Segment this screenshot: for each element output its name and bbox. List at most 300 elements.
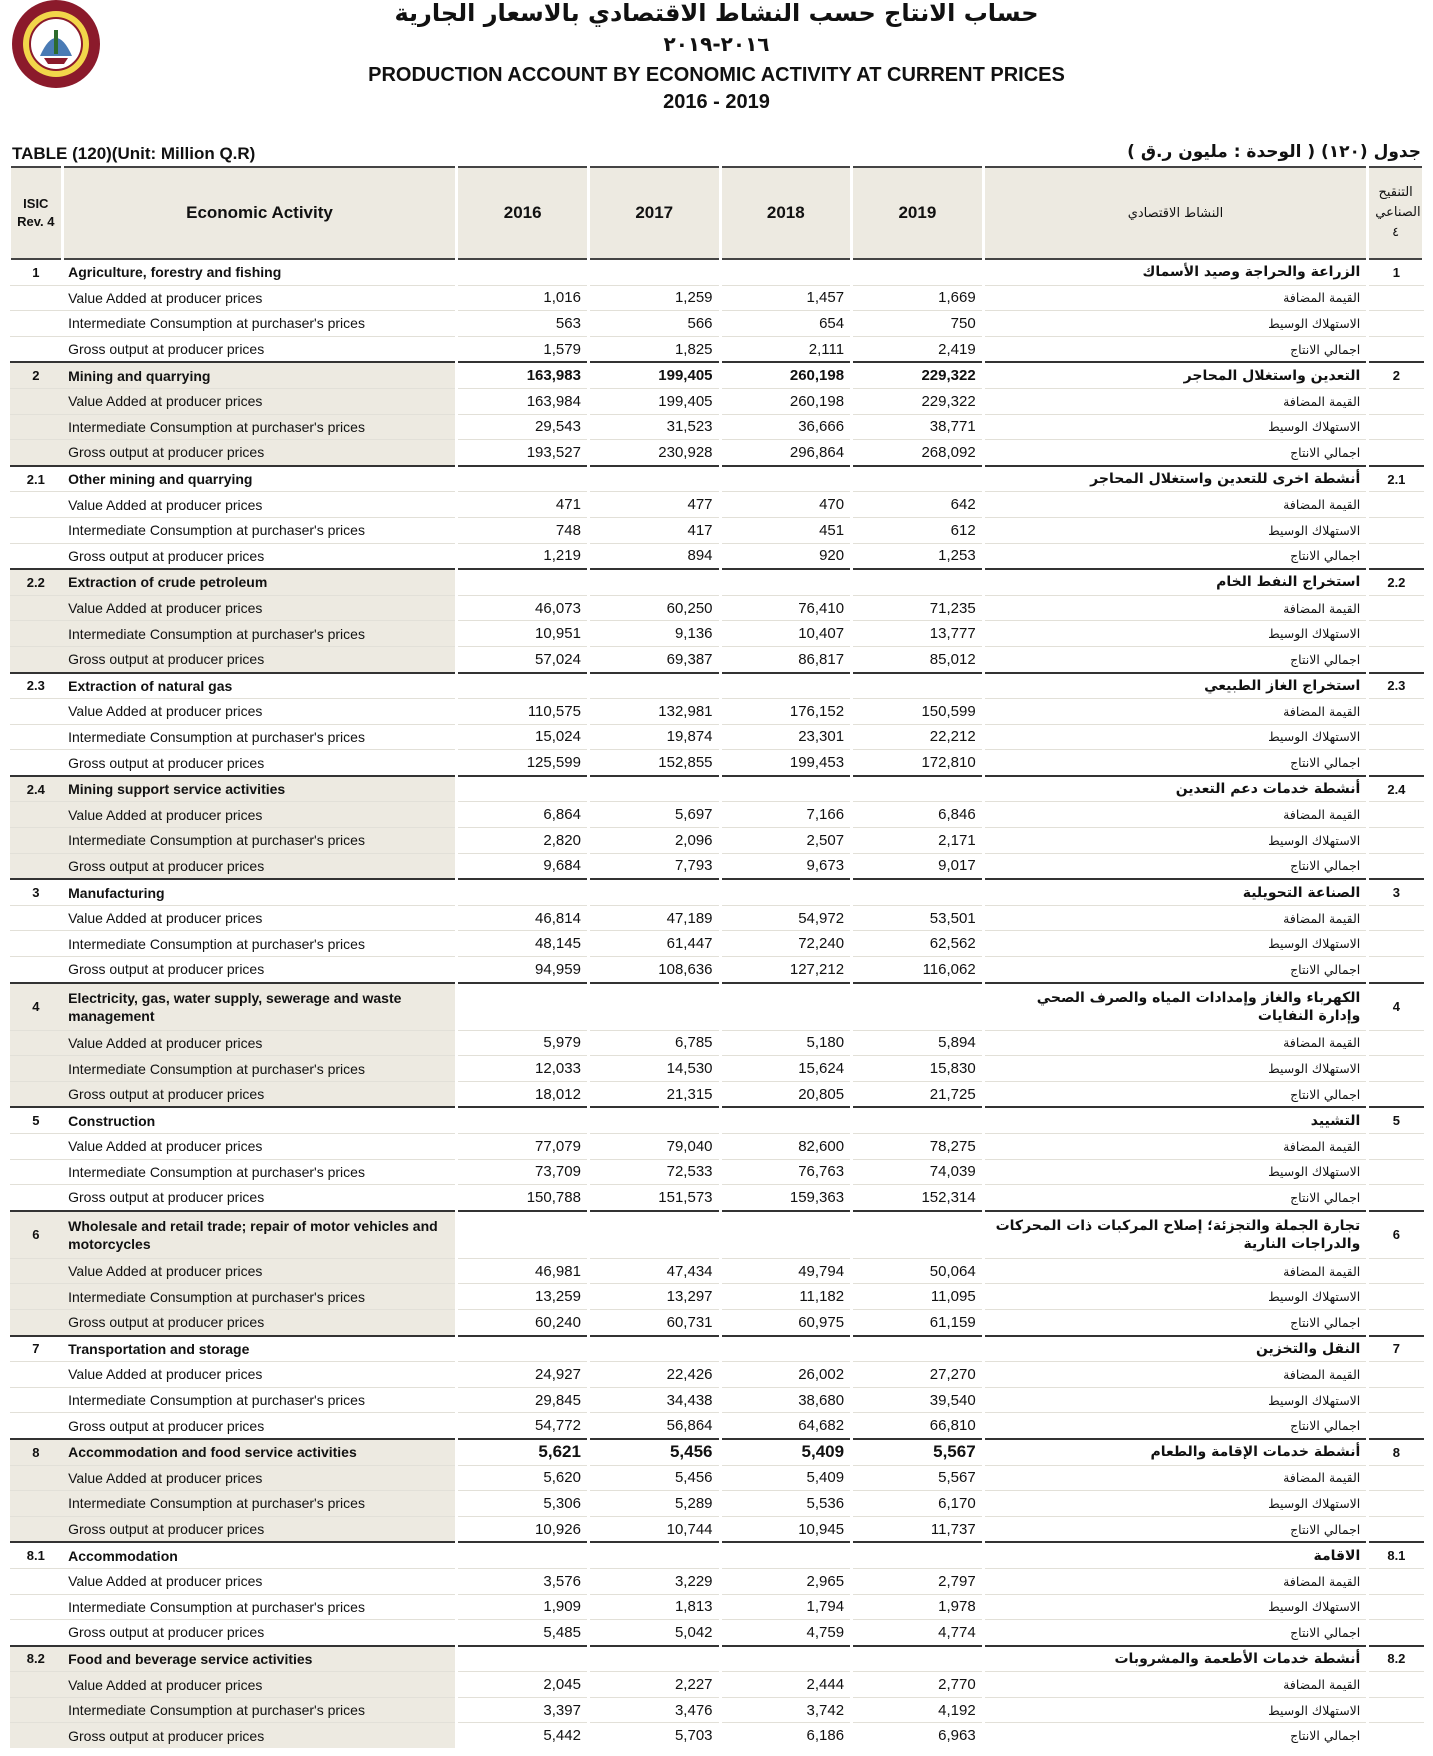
value-cell: 5,456 <box>588 1439 720 1465</box>
value-cell: 61,159 <box>852 1309 984 1335</box>
activity-label: Value Added at producer prices <box>62 492 457 518</box>
value-cell: 5,894 <box>852 1030 984 1056</box>
isic-code-arabic <box>1368 414 1424 440</box>
value-cell <box>720 1542 852 1568</box>
value-cell: 1,909 <box>457 1594 589 1620</box>
isic-code-arabic <box>1368 1723 1424 1748</box>
value-cell: 1,825 <box>588 336 720 362</box>
value-cell <box>457 673 589 699</box>
isic-code <box>10 1030 63 1056</box>
activity-label-arabic: القيمة المضافة <box>983 905 1368 931</box>
value-cell: 3,576 <box>457 1568 589 1594</box>
isic-code: 2.1 <box>10 466 63 492</box>
value-cell <box>852 1336 984 1362</box>
value-cell <box>852 1542 984 1568</box>
table-row <box>10 905 1424 931</box>
activity-label-arabic: اجمالي الانتاج <box>983 1309 1368 1335</box>
isic-code <box>10 1284 63 1310</box>
activity-label: Accommodation and food service activities <box>62 1439 457 1465</box>
value-cell: 76,763 <box>720 1159 852 1185</box>
years-arabic: ٢٠١٦-٢٠١٩ <box>663 32 770 56</box>
activity-label-arabic: اجمالي الانتاج <box>983 1413 1368 1439</box>
activity-label-arabic: الاستهلاك الوسيط <box>983 1491 1368 1517</box>
value-cell <box>852 1211 984 1259</box>
isic-code-arabic <box>1368 336 1424 362</box>
isic-code <box>10 1594 63 1620</box>
value-cell: 56,864 <box>588 1413 720 1439</box>
isic-code-arabic <box>1368 1516 1424 1542</box>
isic-code-arabic <box>1368 517 1424 543</box>
isic-code-arabic <box>1368 699 1424 725</box>
value-cell: 62,562 <box>852 931 984 957</box>
value-cell: 20,805 <box>720 1081 852 1107</box>
value-cell: 612 <box>852 517 984 543</box>
activity-label-arabic: الاستهلاك الوسيط <box>983 1697 1368 1723</box>
activity-label: Transportation and storage <box>62 1336 457 1362</box>
value-cell <box>457 776 589 802</box>
value-cell <box>852 1107 984 1133</box>
activity-label: Intermediate Consumption at purchaser's prices <box>62 414 457 440</box>
value-cell <box>588 673 720 699</box>
value-cell <box>588 1107 720 1133</box>
activity-label-arabic: الاستهلاك الوسيط <box>983 724 1368 750</box>
activity-label: Intermediate Consumption at purchaser's prices <box>62 311 457 337</box>
activity-label: Gross output at producer prices <box>62 1309 457 1335</box>
isic-code-arabic: 7 <box>1368 1336 1424 1362</box>
value-cell: 11,737 <box>852 1516 984 1542</box>
activity-label: Accommodation <box>62 1542 457 1568</box>
activity-label: Value Added at producer prices <box>62 1672 457 1698</box>
activity-label-arabic: التشييد <box>983 1107 1368 1133</box>
col-isic-arabic: التنقيح الصناعي ٤ <box>1368 167 1424 259</box>
isic-code: 8 <box>10 1439 63 1465</box>
value-cell: 7,166 <box>720 802 852 828</box>
isic-code-arabic <box>1368 1056 1424 1082</box>
activity-row <box>10 466 1424 492</box>
isic-code-arabic <box>1368 750 1424 776</box>
isic-code-arabic <box>1368 1185 1424 1211</box>
table-header-row <box>10 167 1424 259</box>
isic-code-arabic <box>1368 931 1424 957</box>
value-cell: 60,250 <box>588 595 720 621</box>
activity-label: Value Added at producer prices <box>62 1258 457 1284</box>
value-cell: 9,017 <box>852 853 984 879</box>
value-cell: 2,797 <box>852 1568 984 1594</box>
table-row <box>10 1284 1424 1310</box>
value-cell: 5,485 <box>457 1620 589 1646</box>
value-cell <box>457 569 589 595</box>
value-cell: 110,575 <box>457 699 589 725</box>
table-row <box>10 1672 1424 1698</box>
value-cell: 29,845 <box>457 1387 589 1413</box>
isic-code-arabic <box>1368 1594 1424 1620</box>
value-cell <box>720 259 852 285</box>
value-cell: 108,636 <box>588 957 720 983</box>
table-row <box>10 724 1424 750</box>
col-economic-activity: Economic Activity <box>62 167 457 259</box>
table-row <box>10 311 1424 337</box>
value-cell: 21,315 <box>588 1081 720 1107</box>
isic-code-arabic <box>1368 595 1424 621</box>
activity-label-arabic: القيمة المضافة <box>983 1465 1368 1491</box>
isic-code-arabic <box>1368 1309 1424 1335</box>
activity-row <box>10 983 1424 1031</box>
value-cell <box>720 776 852 802</box>
table-row <box>10 1516 1424 1542</box>
value-cell <box>720 983 852 1031</box>
value-cell <box>588 466 720 492</box>
isic-code-arabic <box>1368 492 1424 518</box>
isic-code-arabic <box>1368 1568 1424 1594</box>
isic-code-arabic <box>1368 311 1424 337</box>
value-cell: 750 <box>852 311 984 337</box>
value-cell: 2,444 <box>720 1672 852 1698</box>
activity-label: Extraction of crude petroleum <box>62 569 457 595</box>
table-label-arabic: جدول (١٢٠) ( الوحدة : مليون ر.ق ) <box>1127 142 1421 162</box>
value-cell: 49,794 <box>720 1258 852 1284</box>
table-row <box>10 1134 1424 1160</box>
activity-label-arabic: الكهرباء والغاز وإمدادات المياه والصرف الصحي وإدارة النفايات <box>983 983 1368 1031</box>
value-cell: 5,409 <box>720 1465 852 1491</box>
isic-code <box>10 517 63 543</box>
activity-label-arabic: القيمة المضافة <box>983 1362 1368 1388</box>
table-row <box>10 543 1424 569</box>
col-2018: 2018 <box>720 167 852 259</box>
value-cell: 642 <box>852 492 984 518</box>
value-cell: 5,567 <box>852 1465 984 1491</box>
isic-code: 1 <box>10 259 63 285</box>
isic-code <box>10 543 63 569</box>
isic-code <box>10 724 63 750</box>
col-2016: 2016 <box>457 167 589 259</box>
activity-label-arabic: الاستهلاك الوسيط <box>983 1387 1368 1413</box>
activity-label-arabic: القيمة المضافة <box>983 1672 1368 1698</box>
title-english: PRODUCTION ACCOUNT BY ECONOMIC ACTIVITY AT CURRENT PRICES <box>368 64 1065 86</box>
value-cell: 13,259 <box>457 1284 589 1310</box>
value-cell: 85,012 <box>852 646 984 672</box>
value-cell <box>852 259 984 285</box>
table-row <box>10 1258 1424 1284</box>
value-cell: 152,855 <box>588 750 720 776</box>
isic-code-arabic <box>1368 1134 1424 1160</box>
activity-label: Food and beverage service activities <box>62 1646 457 1672</box>
value-cell <box>457 1211 589 1259</box>
activity-label: Value Added at producer prices <box>62 699 457 725</box>
value-cell: 73,709 <box>457 1159 589 1185</box>
value-cell: 1,259 <box>588 285 720 311</box>
isic-code: 6 <box>10 1211 63 1259</box>
value-cell: 132,981 <box>588 699 720 725</box>
value-cell: 15,624 <box>720 1056 852 1082</box>
isic-code <box>10 1081 63 1107</box>
value-cell: 4,759 <box>720 1620 852 1646</box>
isic-code <box>10 1723 63 1748</box>
isic-code <box>10 1413 63 1439</box>
isic-code: 2.4 <box>10 776 63 802</box>
table-row <box>10 285 1424 311</box>
value-cell: 6,170 <box>852 1491 984 1517</box>
activity-label-arabic: الاستهلاك الوسيط <box>983 517 1368 543</box>
value-cell: 229,322 <box>852 388 984 414</box>
activity-label-arabic: اجمالي الانتاج <box>983 853 1368 879</box>
isic-code-arabic <box>1368 1159 1424 1185</box>
activity-label: Value Added at producer prices <box>62 595 457 621</box>
table-row <box>10 388 1424 414</box>
activity-label: Construction <box>62 1107 457 1133</box>
activity-label-arabic: استخراج الغاز الطبيعي <box>983 673 1368 699</box>
table-label-english: TABLE (120)(Unit: Million Q.R) <box>12 144 256 163</box>
value-cell <box>457 466 589 492</box>
value-cell: 5,697 <box>588 802 720 828</box>
isic-code-arabic: 2.1 <box>1368 466 1424 492</box>
isic-code <box>10 1134 63 1160</box>
isic-code: 2 <box>10 362 63 388</box>
value-cell: 47,434 <box>588 1258 720 1284</box>
value-cell: 54,772 <box>457 1413 589 1439</box>
value-cell: 163,984 <box>457 388 589 414</box>
value-cell: 11,095 <box>852 1284 984 1310</box>
value-cell: 477 <box>588 492 720 518</box>
value-cell: 13,777 <box>852 621 984 647</box>
value-cell: 5,621 <box>457 1439 589 1465</box>
value-cell: 38,771 <box>852 414 984 440</box>
activity-label: Intermediate Consumption at purchaser's prices <box>62 1056 457 1082</box>
activity-label: Gross output at producer prices <box>62 543 457 569</box>
isic-code: 3 <box>10 879 63 905</box>
value-cell: 66,810 <box>852 1413 984 1439</box>
activity-label: Gross output at producer prices <box>62 1185 457 1211</box>
isic-code-arabic <box>1368 440 1424 466</box>
value-cell: 38,680 <box>720 1387 852 1413</box>
isic-code <box>10 440 63 466</box>
isic-code-arabic <box>1368 1081 1424 1107</box>
isic-code: 7 <box>10 1336 63 1362</box>
value-cell <box>852 776 984 802</box>
value-cell: 1,016 <box>457 285 589 311</box>
activity-label-arabic: القيمة المضافة <box>983 492 1368 518</box>
value-cell <box>852 466 984 492</box>
activity-row <box>10 673 1424 699</box>
value-cell: 125,599 <box>457 750 589 776</box>
value-cell: 79,040 <box>588 1134 720 1160</box>
col-isic: ISIC Rev. 4 <box>10 167 63 259</box>
isic-code <box>10 957 63 983</box>
activity-label-arabic: الاستهلاك الوسيط <box>983 931 1368 957</box>
activity-row <box>10 1542 1424 1568</box>
isic-code <box>10 621 63 647</box>
value-cell: 14,530 <box>588 1056 720 1082</box>
value-cell <box>852 1646 984 1672</box>
table-row <box>10 1491 1424 1517</box>
value-cell: 60,975 <box>720 1309 852 1335</box>
value-cell: 296,864 <box>720 440 852 466</box>
activity-row <box>10 1336 1424 1362</box>
isic-code-arabic <box>1368 621 1424 647</box>
value-cell: 470 <box>720 492 852 518</box>
isic-code-arabic <box>1368 1491 1424 1517</box>
activity-label: Extraction of natural gas <box>62 673 457 699</box>
isic-code <box>10 492 63 518</box>
value-cell: 2,770 <box>852 1672 984 1698</box>
value-cell: 5,456 <box>588 1465 720 1491</box>
isic-code-arabic <box>1368 1465 1424 1491</box>
table-row <box>10 1413 1424 1439</box>
value-cell: 2,111 <box>720 336 852 362</box>
table-row <box>10 492 1424 518</box>
value-cell: 9,673 <box>720 853 852 879</box>
isic-code <box>10 595 63 621</box>
value-cell <box>852 983 984 1031</box>
value-cell: 2,096 <box>588 828 720 854</box>
value-cell: 48,145 <box>457 931 589 957</box>
table-row <box>10 646 1424 672</box>
value-cell: 39,540 <box>852 1387 984 1413</box>
isic-code <box>10 828 63 854</box>
value-cell: 1,579 <box>457 336 589 362</box>
isic-code-arabic <box>1368 1030 1424 1056</box>
activity-label: Intermediate Consumption at purchaser's prices <box>62 1387 457 1413</box>
isic-code-arabic: 3 <box>1368 879 1424 905</box>
activity-label-arabic: القيمة المضافة <box>983 285 1368 311</box>
activity-label-arabic: الاستهلاك الوسيط <box>983 1056 1368 1082</box>
isic-code: 2.3 <box>10 673 63 699</box>
col-2019: 2019 <box>852 167 984 259</box>
value-cell: 1,794 <box>720 1594 852 1620</box>
value-cell: 34,438 <box>588 1387 720 1413</box>
value-cell: 5,409 <box>720 1439 852 1465</box>
value-cell: 1,219 <box>457 543 589 569</box>
activity-label: Other mining and quarrying <box>62 466 457 492</box>
activity-label: Value Added at producer prices <box>62 1362 457 1388</box>
value-cell: 57,024 <box>457 646 589 672</box>
activity-label-arabic: الاستهلاك الوسيط <box>983 311 1368 337</box>
table-row <box>10 957 1424 983</box>
value-cell: 19,874 <box>588 724 720 750</box>
isic-code: 8.1 <box>10 1542 63 1568</box>
activity-row <box>10 569 1424 595</box>
isic-code-arabic <box>1368 1258 1424 1284</box>
value-cell <box>588 1646 720 1672</box>
value-cell: 3,229 <box>588 1568 720 1594</box>
activity-label-arabic: الزراعة والحراجة وصيد الأسماك <box>983 259 1368 285</box>
isic-code <box>10 646 63 672</box>
table-row <box>10 828 1424 854</box>
table-row <box>10 1056 1424 1082</box>
isic-code <box>10 1568 63 1594</box>
value-cell: 4,192 <box>852 1697 984 1723</box>
value-cell: 230,928 <box>588 440 720 466</box>
activity-label: Value Added at producer prices <box>62 1030 457 1056</box>
value-cell: 451 <box>720 517 852 543</box>
table-row <box>10 1723 1424 1748</box>
isic-code <box>10 1387 63 1413</box>
activity-label: Wholesale and retail trade; repair of motor vehicles and motorcycles <box>62 1211 457 1259</box>
activity-label: Intermediate Consumption at purchaser's prices <box>62 931 457 957</box>
activity-row <box>10 1211 1424 1259</box>
value-cell: 10,407 <box>720 621 852 647</box>
table-row <box>10 1568 1424 1594</box>
isic-code-arabic <box>1368 724 1424 750</box>
activity-row <box>10 776 1424 802</box>
value-cell <box>457 1542 589 1568</box>
isic-code <box>10 1672 63 1698</box>
value-cell: 3,476 <box>588 1697 720 1723</box>
value-cell: 150,788 <box>457 1185 589 1211</box>
isic-code-arabic: 2.4 <box>1368 776 1424 802</box>
value-cell: 159,363 <box>720 1185 852 1211</box>
activity-label: Gross output at producer prices <box>62 1620 457 1646</box>
isic-code-arabic <box>1368 1284 1424 1310</box>
value-cell: 2,507 <box>720 828 852 854</box>
table-row <box>10 1465 1424 1491</box>
value-cell: 5,289 <box>588 1491 720 1517</box>
activity-label-arabic: القيمة المضافة <box>983 1258 1368 1284</box>
activity-label: Value Added at producer prices <box>62 1568 457 1594</box>
activity-label-arabic: اجمالي الانتاج <box>983 336 1368 362</box>
value-cell: 127,212 <box>720 957 852 983</box>
activity-label-arabic: اجمالي الانتاج <box>983 1081 1368 1107</box>
activity-label-arabic: التعدين واستغلال المحاجر <box>983 362 1368 388</box>
value-cell: 229,322 <box>852 362 984 388</box>
isic-code <box>10 336 63 362</box>
value-cell: 27,270 <box>852 1362 984 1388</box>
value-cell: 29,543 <box>457 414 589 440</box>
value-cell <box>720 673 852 699</box>
value-cell: 13,297 <box>588 1284 720 1310</box>
isic-code <box>10 905 63 931</box>
activity-label-arabic: الاستهلاك الوسيط <box>983 1284 1368 1310</box>
value-cell: 11,182 <box>720 1284 852 1310</box>
title-arabic: حساب الانتاج حسب النشاط الاقتصادي بالاسعار الجارية <box>394 0 1039 27</box>
activity-row <box>10 1439 1424 1465</box>
activity-label: Gross output at producer prices <box>62 1723 457 1748</box>
value-cell: 76,410 <box>720 595 852 621</box>
value-cell: 5,306 <box>457 1491 589 1517</box>
isic-code-arabic <box>1368 1413 1424 1439</box>
value-cell <box>457 983 589 1031</box>
value-cell: 163,983 <box>457 362 589 388</box>
isic-code-arabic <box>1368 1620 1424 1646</box>
value-cell: 6,785 <box>588 1030 720 1056</box>
value-cell <box>588 983 720 1031</box>
value-cell: 176,152 <box>720 699 852 725</box>
value-cell: 6,186 <box>720 1723 852 1748</box>
activity-label-arabic: القيمة المضافة <box>983 699 1368 725</box>
activity-label-arabic: الاستهلاك الوسيط <box>983 414 1368 440</box>
isic-code-arabic <box>1368 957 1424 983</box>
activity-label-arabic: اجمالي الانتاج <box>983 440 1368 466</box>
value-cell <box>457 259 589 285</box>
activity-label: Gross output at producer prices <box>62 750 457 776</box>
isic-code-arabic <box>1368 853 1424 879</box>
value-cell: 15,024 <box>457 724 589 750</box>
value-cell <box>588 1336 720 1362</box>
isic-code <box>10 1159 63 1185</box>
activity-label: Intermediate Consumption at purchaser's prices <box>62 1491 457 1517</box>
isic-code-arabic: 6 <box>1368 1211 1424 1259</box>
isic-code <box>10 931 63 957</box>
activity-label-arabic: الاقامة <box>983 1542 1368 1568</box>
value-cell: 199,405 <box>588 362 720 388</box>
value-cell: 74,039 <box>852 1159 984 1185</box>
activity-label: Value Added at producer prices <box>62 1134 457 1160</box>
value-cell: 151,573 <box>588 1185 720 1211</box>
value-cell: 260,198 <box>720 362 852 388</box>
isic-code <box>10 1516 63 1542</box>
value-cell: 3,397 <box>457 1697 589 1723</box>
isic-code <box>10 285 63 311</box>
value-cell: 2,227 <box>588 1672 720 1698</box>
